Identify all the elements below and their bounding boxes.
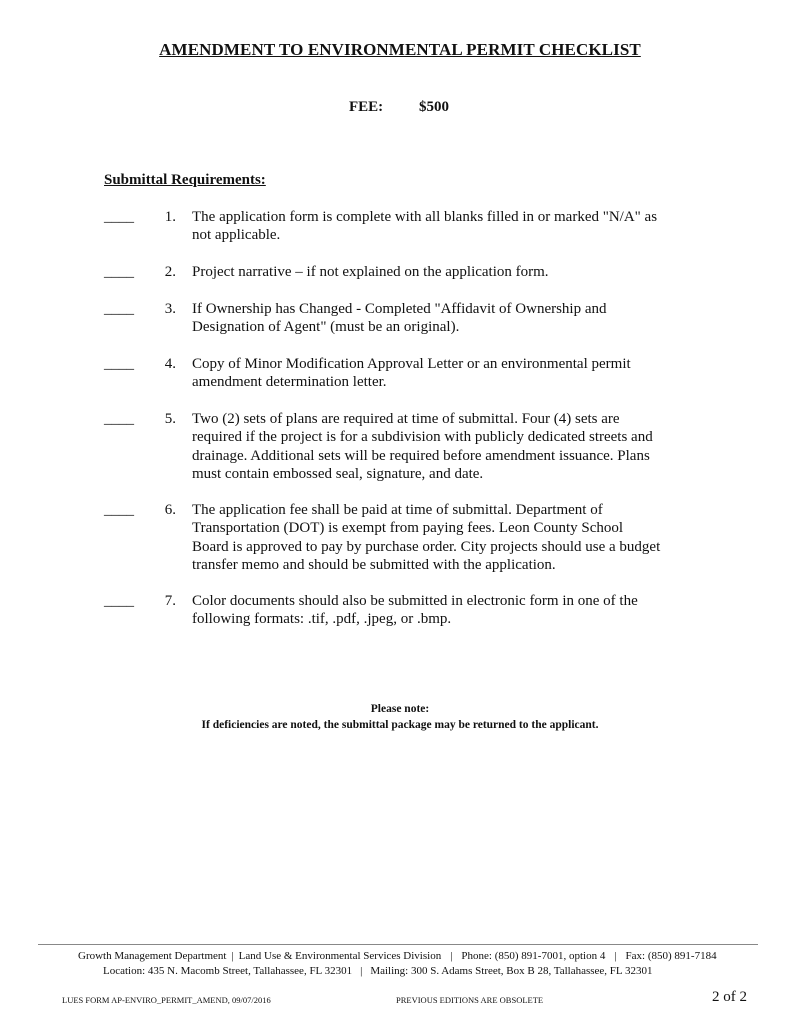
footer-address-line bbox=[103, 965, 653, 977]
fee-label: FEE: bbox=[349, 99, 384, 115]
note-heading: Please note: bbox=[370, 703, 430, 715]
item-number: 1. bbox=[164, 209, 176, 225]
item-text: Color documents should also be submitted in electronic form in one of the following formats: .tif, .pdf, .jpeg, or .bmp. bbox=[192, 593, 638, 628]
checkbox-blank[interactable]: ____ bbox=[104, 264, 134, 280]
note-block bbox=[0, 701, 800, 733]
footer-separator: | bbox=[614, 950, 617, 962]
section-heading: Submittal Requirements: bbox=[104, 172, 266, 188]
checkbox-blank[interactable]: ____ bbox=[104, 301, 134, 317]
footer-divider bbox=[38, 944, 758, 945]
item-text: Project narrative – if not explained on the application form. bbox=[192, 264, 549, 280]
checkbox-blank[interactable]: ____ bbox=[104, 209, 134, 225]
footer-contact-line bbox=[78, 950, 717, 962]
document-title: AMENDMENT TO ENVIRONMENTAL PERMIT CHECKLIST bbox=[159, 40, 641, 59]
item-text: Two (2) sets of plans are required at time of submittal. Four (4) sets are required if the project is for a subdivision with publicly dedicated streets and drainage. Additional sets will be required before amendment issuance. Plans must contain embossed seal, signature, and date. bbox=[192, 411, 653, 482]
footer-separator: | bbox=[450, 950, 453, 962]
checkbox-blank[interactable]: ____ bbox=[104, 593, 134, 609]
item-text: The application form is complete with all blanks filled in or marked "N/A" as not applicable. bbox=[192, 209, 658, 244]
item-number: 7. bbox=[164, 593, 176, 609]
checkbox-blank[interactable]: ____ bbox=[104, 411, 134, 427]
item-number: 3. bbox=[164, 301, 176, 317]
item-number: 5. bbox=[164, 411, 176, 427]
page-number: 2 of 2 bbox=[712, 989, 747, 1005]
footer-mailing: Mailing: 300 S. Adams Street, Box B 28, Tallahassee, FL 32301 bbox=[370, 965, 653, 977]
checkbox-blank[interactable]: ____ bbox=[104, 356, 134, 372]
fee-amount: $500 bbox=[419, 99, 449, 115]
footer-phone: Phone: (850) 891-7001, option 4 bbox=[461, 950, 606, 962]
obsolete-notice: PREVIOUS EDITIONS ARE OBSOLETE bbox=[396, 995, 544, 1005]
checkbox-blank[interactable]: ____ bbox=[104, 502, 134, 518]
form-identifier: LUES FORM AP-ENVIRO_PERMIT_AMEND, 09/07/2016 bbox=[62, 995, 271, 1005]
item-text: If Ownership has Changed - Completed "Affidavit of Ownership and Designation of Agent" (must be an original). bbox=[192, 301, 607, 336]
item-number: 4. bbox=[164, 356, 176, 372]
item-number: 6. bbox=[164, 502, 176, 518]
footer-separator: | bbox=[360, 965, 363, 977]
item-text: Copy of Minor Modification Approval Letter or an environmental permit amendment determination letter. bbox=[192, 356, 631, 391]
item-text: The application fee shall be paid at time of submittal. Department of Transportation (DOT) is exempt from paying fees. Leon County School Board is approved to pay by purchase order. City projects should use a budget transfer memo and should be submitted with the application. bbox=[192, 502, 661, 573]
footer-division: Land Use & Environmental Services Division bbox=[238, 950, 442, 962]
footer-fax: Fax: (850) 891-7184 bbox=[625, 950, 717, 962]
fee-line bbox=[349, 99, 449, 116]
footer-separator: | bbox=[231, 950, 234, 962]
note-text: If deficiencies are noted, the submittal package may be returned to the applicant. bbox=[201, 719, 599, 731]
footer-department: Growth Management Department bbox=[78, 950, 227, 962]
footer-location: Location: 435 N. Macomb Street, Tallahassee, FL 32301 bbox=[103, 965, 353, 977]
item-number: 2. bbox=[164, 264, 176, 280]
